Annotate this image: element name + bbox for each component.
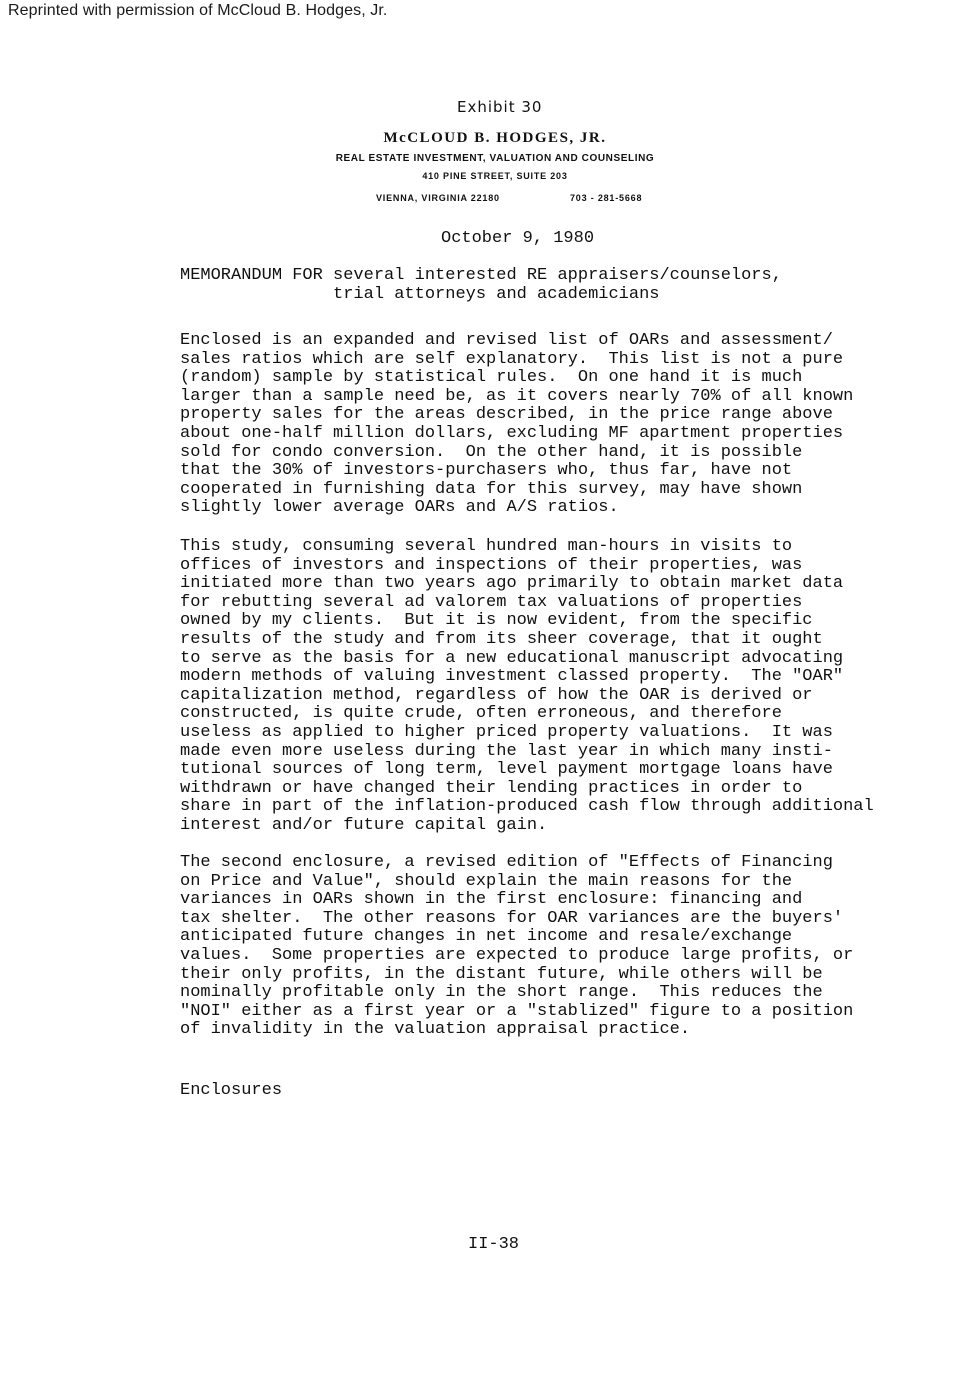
memo-for-block [180, 267, 782, 304]
body-paragraph-1: Enclosed is an expanded and revised list of OARs and assessment/ sales ratios which are self explanatory. This list is not a pure (random) sample by statistical rules. On one hand it is much larger than a sample need be, as it covers nearly 70% of all known property sales for the areas described, in the price range above about one-half million dollars, excluding MF apartment properties sold for condo conversion. On the other hand, it is possible that the 30% of investors-purchasers who, thus far, have not cooperated in furnishing data for this survey, may have shown slightly lower average OARs and A/S ratios. [180, 331, 854, 518]
reprint-notice: Reprinted with permission of McCloud B. Hodges, Jr. [8, 2, 388, 19]
memo-for-line-2: trial attorneys and academicians [180, 284, 660, 304]
body-paragraph-2: This study, consuming several hundred man-hours in visits to offices of investors and inspections of their properties, was initiated more than two years ago primarily to obtain market data for rebutting several ad valorem tax valuations of properties owned by my clients. But it is now evident, from the specific results of the study and from its sheer coverage, that it ought to serve as the basis for a new educational manuscript advocating modern methods of valuing investment classed property. The "OAR" capitalization method, regardless of how the OAR is derived or constructed, is quite crude, often erroneous, and therefore useless as applied to higher priced property valuations. It was made even more useless during the last year in which many insti- tutional sources of long term, level payment mortgage loans have withdrawn or have changed their lending practices in order to share in part of the inflation-produced cash flow through additional interest and/or future capital gain. [180, 537, 874, 835]
page-number: II-38 [468, 1235, 520, 1254]
memo-for-line-1: MEMORANDUM FOR several interested RE appraisers/counselors, [180, 266, 782, 285]
enclosures-label: Enclosures [180, 1081, 283, 1100]
memo-date: October 9, 1980 [441, 229, 595, 248]
body-paragraph-3: The second enclosure, a revised edition of "Effects of Financing on Price and Value", should explain the main reasons for the variances in OARs shown in the first enclosure: financing and tax shelter. The other reasons for OAR variances are the buyers' anticipated future changes in net income and resale/exchange values. Some properties are expected to produce large profits, or their only profits, in the distant future, while others will be nominally profitable only in the short range. This reduces the "NOI" either as a first year or a "stablized" figure to a position of invalidity in the valuation appraisal practice. [180, 853, 854, 1040]
letterhead-subtitle: REAL ESTATE INVESTMENT, VALUATION AND COUNSELING [335, 153, 655, 164]
letterhead-city: VIENNA, VIRGINIA 22180 [376, 193, 500, 203]
exhibit-label: Exhibit 30 [457, 98, 543, 116]
letterhead-phone: 703 - 281-5668 [570, 193, 643, 203]
letterhead-name: McCLOUD B. HODGES, JR. [383, 130, 607, 146]
letterhead-street: 410 PINE STREET, SUITE 203 [422, 171, 568, 181]
